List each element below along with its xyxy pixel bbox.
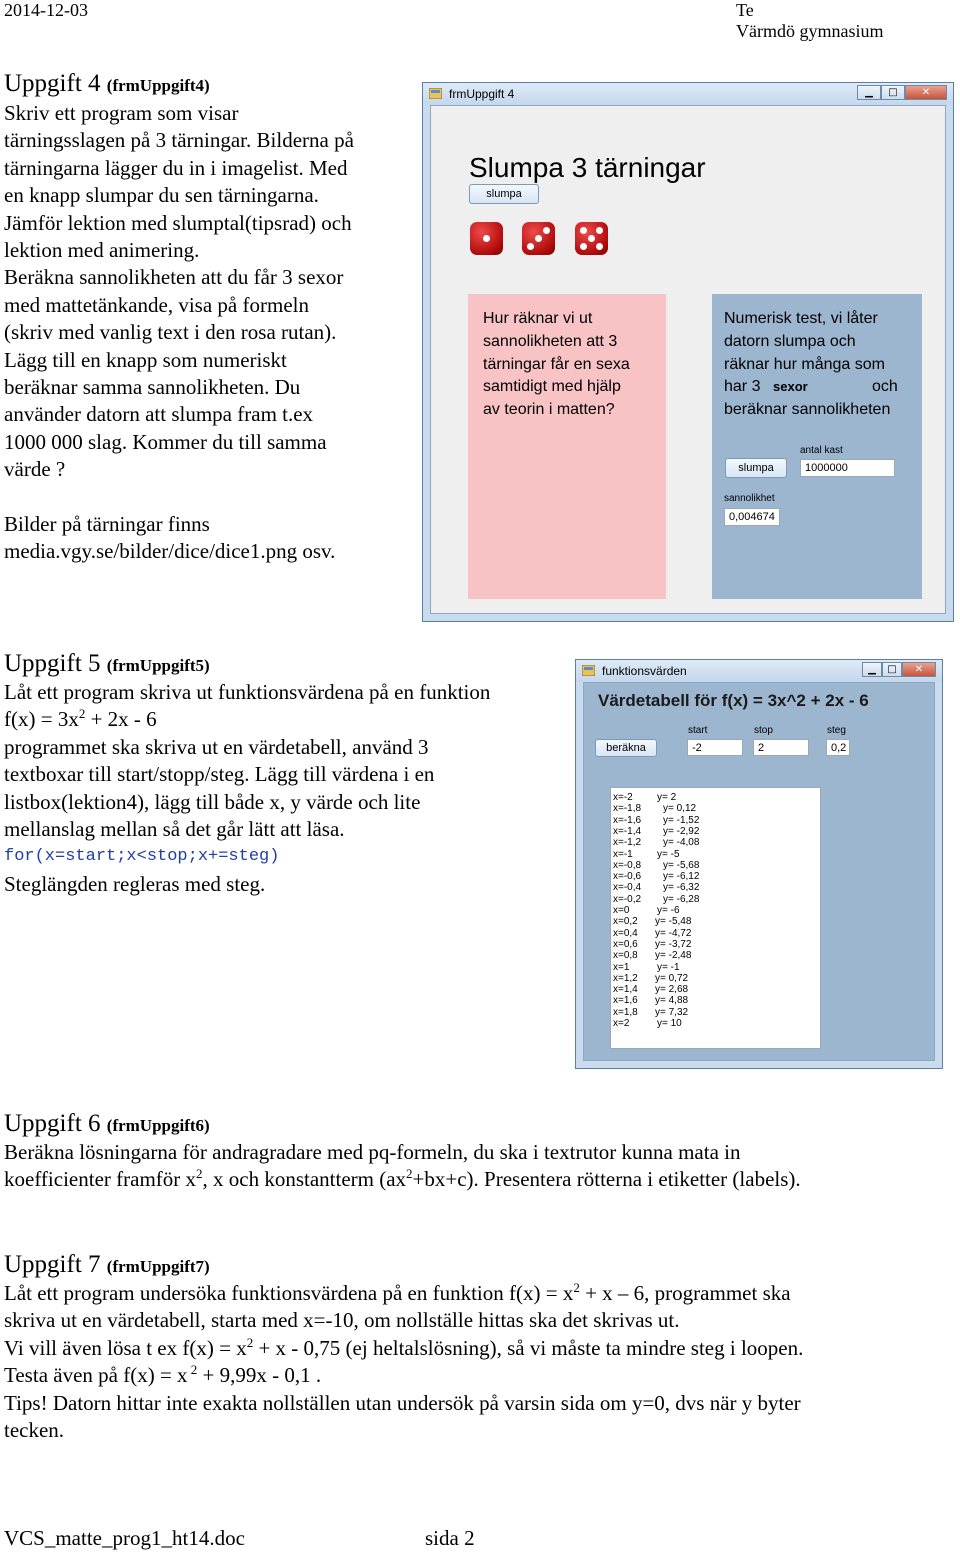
footer-filename: VCS_matte_prog1_ht14.doc	[4, 1526, 245, 1550]
list-item-x: x=-1,6	[613, 814, 642, 826]
die-image-1	[470, 222, 503, 255]
list-item[interactable]	[613, 871, 700, 883]
window-titlebar[interactable]	[423, 83, 953, 105]
task4-text-line: Skriv ett program som visar	[4, 101, 239, 125]
list-item-x: x=-0,2	[613, 893, 642, 905]
task7-number: Uppgift 7	[4, 1251, 101, 1278]
list-item-x: x=-1,4	[613, 825, 642, 837]
list-item-x: x=-2	[613, 792, 633, 803]
task6-number: Uppgift 6	[4, 1110, 101, 1137]
task5-text	[4, 679, 569, 898]
list-item[interactable]	[613, 882, 700, 894]
window-title: funktionsvärden	[602, 664, 687, 678]
task5-form: (frmUppgift5)	[106, 656, 210, 675]
task4-text-line: tärningsslagen på 3 tärningar. Bilderna på	[4, 128, 354, 153]
list-item[interactable]	[613, 927, 692, 939]
sexor-label: sexor	[773, 379, 808, 395]
steg-input[interactable]: 0,2	[826, 739, 850, 756]
antal-kast-label: antal kast	[800, 445, 843, 456]
start-input[interactable]: -2	[687, 739, 743, 756]
stop-label: stop	[754, 725, 773, 736]
task7-line4: Testa även på f(x) = x $^2$ + 9,99x - 0,1 .	[4, 1362, 322, 1388]
task4-text-line: en knapp slumpar du sen tärningarna.	[4, 183, 319, 208]
form-heading: Slumpa 3 tärningar	[469, 152, 706, 183]
die-image-2	[522, 222, 555, 255]
blue-panel-line: datorn slumpa och	[724, 332, 856, 350]
list-item-x: x=2	[613, 1018, 630, 1029]
blue-panel-text	[724, 308, 898, 422]
task4-text-line: värde ?	[4, 457, 66, 482]
list-item[interactable]	[613, 961, 680, 973]
list-item[interactable]	[613, 814, 700, 826]
list-item-x: x=0,8	[613, 950, 638, 962]
task5-function: $f(x) = 3x^2 + 2x - 6$	[4, 706, 157, 732]
window-titlebar[interactable]	[576, 660, 942, 682]
steg-label: steg	[827, 725, 846, 736]
window-frmuppgift4	[422, 82, 954, 622]
pink-panel-line: samtidigt med hjälp	[483, 378, 621, 396]
list-item[interactable]	[613, 984, 689, 996]
list-item-y: y= -5,48	[655, 916, 692, 928]
window-title: frmUppgift 4	[449, 87, 515, 101]
blue-panel-line: räknar hur många som	[724, 355, 885, 373]
task6-line2: koefficienter framför $x^2$, x och konstantterm $(ax^2+bx+c)$. Presentera rötterna i etiketter (labels).	[4, 1166, 801, 1192]
list-item-x: x=1,8	[613, 1006, 638, 1018]
list-item-x: x=1,4	[613, 984, 638, 996]
list-item-x: x=-1,8	[613, 803, 642, 815]
sannolikhet-output[interactable]: 0,004674	[724, 508, 780, 526]
slumpa-button[interactable]: slumpa	[469, 184, 539, 204]
list-item-y: y= -2,48	[655, 950, 692, 962]
list-item[interactable]	[613, 950, 692, 962]
list-item-y: y= -5	[657, 848, 680, 860]
list-item[interactable]	[613, 916, 692, 928]
list-item-y: y= -6,28	[663, 893, 700, 905]
task7-line3: Vi vill även lösa t ex $f(x) = x^2 + x - 0,75$ (ej heltalslösning), så vi måste ta mindre steg i loopen.	[4, 1334, 804, 1360]
list-item-y: y= -4,08	[663, 837, 700, 849]
task5-title	[4, 649, 210, 681]
task4-text-line: Beräkna sannolikheten att du får 3 sexor	[4, 265, 344, 290]
list-item-y: y= -6	[657, 905, 680, 916]
pink-panel-text	[483, 308, 630, 422]
task4-text-line: tärningarna lägger du in i imagelist. Med	[4, 155, 348, 180]
task5-code: for(x=start;x<stop;x+=steg)	[4, 847, 280, 867]
maximize-icon[interactable]: □	[881, 85, 905, 100]
task5-last: Steglängden regleras med steg.	[4, 871, 266, 896]
list-item-x: x=1,2	[613, 972, 638, 984]
pink-panel-line: Hur räknar vi ut	[483, 310, 593, 327]
task4-text-line: beräknar samma sannolikheten. Du	[4, 375, 301, 400]
task5-text-line: listbox(lektion4), lägg till både x, y värde och lite	[4, 789, 421, 814]
list-item-x: x=-0,4	[613, 882, 642, 894]
task6-line1: Beräkna lösningarna för andragradare med pq-formeln, du ska i textrutor kunna mata in	[4, 1140, 741, 1164]
list-item-x: x=0,4	[613, 927, 638, 939]
task5-text-line: programmet ska skriva ut en värdetabell, använd 3	[4, 734, 429, 759]
task5-number: Uppgift 5	[4, 650, 101, 677]
list-item[interactable]	[613, 825, 700, 837]
list-item-y: y= -2,92	[663, 825, 700, 837]
maximize-icon[interactable]: □	[882, 662, 902, 677]
list-item[interactable]	[613, 972, 689, 984]
list-item[interactable]	[613, 859, 700, 871]
list-item[interactable]	[613, 1018, 682, 1029]
list-item-y: y= -1	[657, 961, 680, 973]
stop-input[interactable]: 2	[753, 739, 809, 756]
list-item-y: y= -6,32	[663, 882, 700, 894]
list-item-y: y= -1,52	[663, 814, 700, 826]
die-image-3	[575, 222, 608, 255]
task4-text-line: Bilder på tärningar finns	[4, 512, 210, 537]
form-heading: Värdetabell för f(x) = 3x^2 + 2x - 6	[598, 691, 869, 710]
blue-panel-line: Numerisk test, vi låter	[724, 310, 878, 327]
list-item-y: y= -5,68	[663, 859, 700, 871]
list-item-x: x=-0,6	[613, 871, 642, 883]
task4-number: Uppgift 4	[4, 70, 101, 97]
pink-panel-line: tärningar får en sexa	[483, 355, 630, 373]
task4-text-line: 1000 000 slag. Kommer du till samma	[4, 429, 327, 454]
list-item-x: x=0,6	[613, 938, 638, 950]
task4-text-line: använder datorn att slumpa fram t.ex	[4, 402, 314, 427]
list-item-x: x=1,6	[613, 995, 638, 1007]
task6-title	[4, 1109, 210, 1141]
list-item-y: y= 2	[657, 792, 677, 803]
task6-form: (frmUppgift6)	[106, 1116, 210, 1135]
window-client	[430, 105, 946, 614]
list-item-x: x=1	[613, 961, 630, 973]
list-item-x: x=-1,2	[613, 837, 642, 849]
task5-line1: Låt ett program skriva ut funktionsvärdena på en funktion	[4, 680, 491, 704]
header-date: 2014-12-03	[4, 0, 88, 20]
list-item-x: x=-0,8	[613, 859, 642, 871]
pink-theory-panel	[468, 294, 666, 599]
list-item[interactable]	[613, 905, 680, 916]
task6-text	[4, 1139, 954, 1194]
blue-numeric-panel	[712, 294, 922, 599]
task4-text	[4, 100, 414, 566]
window-client	[583, 682, 935, 1061]
header-school: Värmdö gymnasium	[736, 21, 884, 41]
task5-text-line: mellanslag mellan så det går lätt att läsa.	[4, 817, 345, 842]
sannolikhet-label: sannolikhet	[724, 493, 775, 504]
footer-page: sida 2	[425, 1526, 475, 1550]
minimize-icon[interactable]: ▁	[857, 85, 881, 100]
list-item-y: y= 0,72	[655, 972, 689, 984]
list-item-x: x=-1	[613, 848, 633, 860]
list-item-y: y= 4,88	[655, 995, 689, 1007]
list-item[interactable]	[613, 938, 692, 950]
list-item[interactable]	[613, 1006, 689, 1018]
blue-har-label: har 3	[724, 378, 761, 396]
list-item-x: x=0	[613, 905, 630, 916]
blue-och-label: och	[872, 378, 898, 396]
list-item[interactable]	[613, 803, 697, 815]
antal-kast-input[interactable]: 1000000	[800, 459, 895, 477]
list-item[interactable]	[613, 792, 677, 803]
list-item-y: y= -6,12	[663, 871, 700, 883]
list-item-y: y= 7,32	[655, 1006, 689, 1018]
close-icon[interactable]: ✕	[902, 662, 936, 677]
task7-line6: tecken.	[4, 1418, 65, 1443]
task4-title	[4, 69, 210, 101]
app-icon	[429, 88, 442, 99]
task4-text-line: Lägg till en knapp som numeriskt	[4, 347, 287, 372]
task7-title	[4, 1250, 210, 1282]
window-funktionsvarden	[575, 659, 943, 1069]
slumpa-numeric-button[interactable]: slumpa	[725, 458, 787, 478]
task7-line2: skriva ut en värdetabell, starta med x=-10, om nollställe hittas ska det skrivas ut.	[4, 1308, 680, 1333]
list-item-y: y= -3,72	[655, 938, 692, 950]
pink-panel-line: sannolikheten att 3	[483, 332, 618, 350]
task7-text	[4, 1280, 954, 1444]
task5-text-line: textboxar till start/stopp/steg. Lägg till värdena i en	[4, 762, 435, 787]
berakna-button[interactable]: beräkna	[595, 739, 657, 757]
list-item-y: y= 2,68	[655, 984, 689, 996]
list-item-y: y= -4,72	[655, 927, 692, 939]
app-icon	[582, 665, 595, 676]
task4-form: (frmUppgift4)	[106, 76, 210, 95]
task4-text-line: (skriv med vanlig text i den rosa rutan).	[4, 320, 337, 345]
task7-form: (frmUppgift7)	[106, 1257, 210, 1276]
task4-text-line: med mattetänkande, visa på formeln	[4, 292, 309, 317]
start-label: start	[688, 725, 708, 736]
close-icon[interactable]: ✕	[905, 85, 947, 100]
list-item-y: y= 10	[657, 1018, 682, 1029]
list-item[interactable]	[613, 995, 689, 1007]
list-item[interactable]	[613, 848, 680, 860]
task7-line5: Tips! Datorn hittar inte exakta nollställen utan undersök på varsin sida om y=0, dvs när y byter	[4, 1390, 801, 1415]
task4-text-line: media.vgy.se/bilder/dice/dice1.png osv.	[4, 539, 336, 564]
list-item[interactable]	[613, 837, 700, 849]
task4-text-line	[4, 484, 414, 511]
pink-panel-line: av teorin i matten?	[483, 401, 615, 419]
task7-line1: Låt ett program undersöka funktionsvärdena på en funktion $f(x) = x^2 + x - 6$, programmet ska	[4, 1280, 791, 1305]
blue-last-line: beräknar sannolikheten	[724, 401, 891, 419]
minimize-icon[interactable]: ▁	[862, 662, 882, 677]
list-item-y: y= 0,12	[663, 803, 697, 815]
task4-text-line: Jämför lektion med slumptal(tipsrad) och	[4, 210, 352, 235]
task4-text-line: lektion med animering.	[4, 238, 200, 263]
header-code: Te	[736, 0, 754, 20]
list-item-x: x=0,2	[613, 916, 638, 928]
list-item[interactable]	[613, 893, 700, 905]
values-listbox[interactable]	[610, 787, 821, 1049]
